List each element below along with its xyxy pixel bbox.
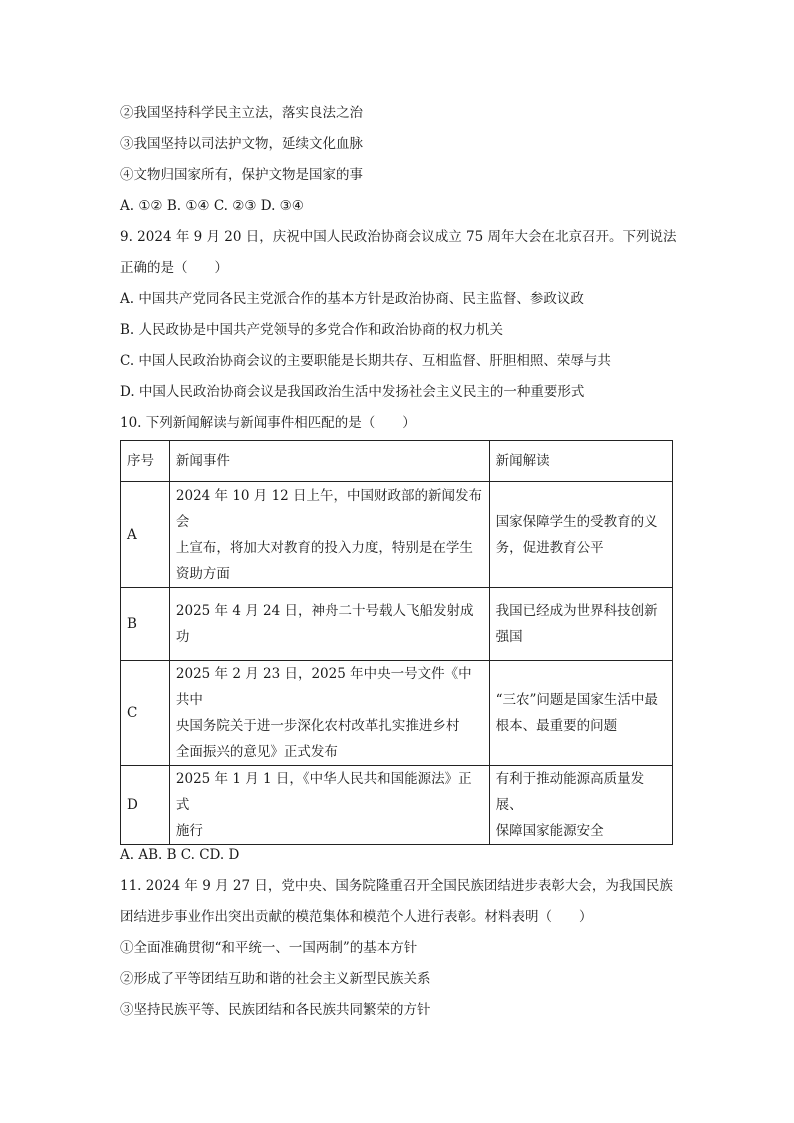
q9-option-c: C. 中国人民政治协商会议的主要职能是长期共存、互相监督、肝胆相照、荣辱与共 <box>120 353 611 369</box>
row-interpretation <box>489 588 672 661</box>
interpretation-line: 强国 <box>495 629 523 645</box>
q8-option-4: ④文物归国家所有，保护文物是国家的事 <box>120 167 363 183</box>
table-header-row <box>121 441 673 482</box>
q11-stem-line2: 团结进步事业作出突出贡献的模范集体和模范个人进行表彰。材料表明（ ） <box>120 909 593 925</box>
interpretation-line: “三农”问题是国家生活中最 <box>495 692 658 708</box>
header-event: 新闻事件 <box>169 441 489 482</box>
row-interpretation <box>489 766 672 845</box>
q9-option-d: D. 中国人民政治协商会议是我国政治生活中发扬社会主义民主的一种重要形式 <box>120 384 585 400</box>
row-event <box>169 482 489 588</box>
row-id: D <box>121 766 170 845</box>
row-id: B <box>121 588 170 661</box>
q11-stem-line1: 11. 2024 年 9 月 27 日，党中央、国务院隆重召开全国民族团结进步表彰大会，为我国民族 <box>120 878 673 894</box>
interpretation-line: 根本、最重要的问题 <box>495 718 618 734</box>
table-row <box>121 766 673 845</box>
interpretation-line: 有利于推动能源高质量发展、 <box>495 771 645 813</box>
row-id: C <box>121 661 170 766</box>
q9-option-b: B. 人民政协是中国共产党领导的多党合作和政治协商的权力机关 <box>120 322 504 338</box>
q10-choices: A. AB. B C. CD. D <box>120 847 240 863</box>
header-index: 序号 <box>121 441 170 482</box>
event-line: 2024 年 10 月 12 日上午，中国财政部的新闻发布会 <box>175 487 483 530</box>
q9-stem-line2: 正确的是（ ） <box>120 260 228 276</box>
q9-stem-line1: 9. 2024 年 9 月 20 日，庆祝中国人民政治协商会议成立 75 周年大会在北京召开。下列说法 <box>120 229 677 245</box>
event-line: 施行 <box>175 823 203 839</box>
q9-option-a: A. 中国共产党同各民主党派合作的基本方针是政治协商、民主监督、参政议政 <box>120 291 584 307</box>
event-line: 央国务院关于进一步深化农村改革扎实推进乡村 <box>175 718 460 734</box>
event-line: 资助方面 <box>175 565 230 582</box>
interpretation-line: 我国已经成为世界科技创新 <box>495 603 658 619</box>
event-line: 2025 年 2 月 23 日，2025 年中央一号文件《中共中 <box>175 666 472 708</box>
table-row <box>121 482 673 588</box>
header-interpretation: 新闻解读 <box>489 441 672 482</box>
event-line: 2025 年 1 月 1 日，《中华人民共和国能源法》正式 <box>175 771 472 813</box>
row-event <box>169 588 489 661</box>
row-event <box>169 766 489 845</box>
table-row <box>121 661 673 766</box>
table-row <box>121 588 673 661</box>
row-event <box>169 661 489 766</box>
interpretation-line: 务，促进教育公平 <box>495 539 604 556</box>
event-line: 2025 年 4 月 24 日，神舟二十号载人飞船发射成功 <box>175 603 474 645</box>
q8-choices: A. ①② B. ①④ C. ②③ D. ③④ <box>120 198 304 214</box>
q10-stem: 10. 下列新闻解读与新闻事件相匹配的是（ ） <box>120 415 416 431</box>
q10-news-table <box>120 440 673 845</box>
row-id: A <box>121 482 170 588</box>
row-interpretation <box>489 661 672 766</box>
q11-option-3: ③坚持民族平等、民族团结和各民族共同繁荣的方针 <box>120 1002 431 1018</box>
q11-option-1: ①全面准确贯彻“和平统一、一国两制”的基本方针 <box>120 940 418 956</box>
interpretation-line: 保障国家能源安全 <box>495 823 604 839</box>
q8-option-3: ③我国坚持以司法护文物，延续文化血脉 <box>120 136 363 152</box>
row-interpretation <box>489 482 672 588</box>
interpretation-line: 国家保障学生的受教育的义 <box>495 513 658 530</box>
event-line: 上宣布，将加大对教育的投入力度，特别是在学生 <box>175 539 473 556</box>
q11-option-2: ②形成了平等团结互助和谐的社会主义新型民族关系 <box>120 971 431 987</box>
event-line: 全面振兴的意见》正式发布 <box>175 744 338 760</box>
q8-option-2: ②我国坚持科学民主立法，落实良法之治 <box>120 105 363 121</box>
